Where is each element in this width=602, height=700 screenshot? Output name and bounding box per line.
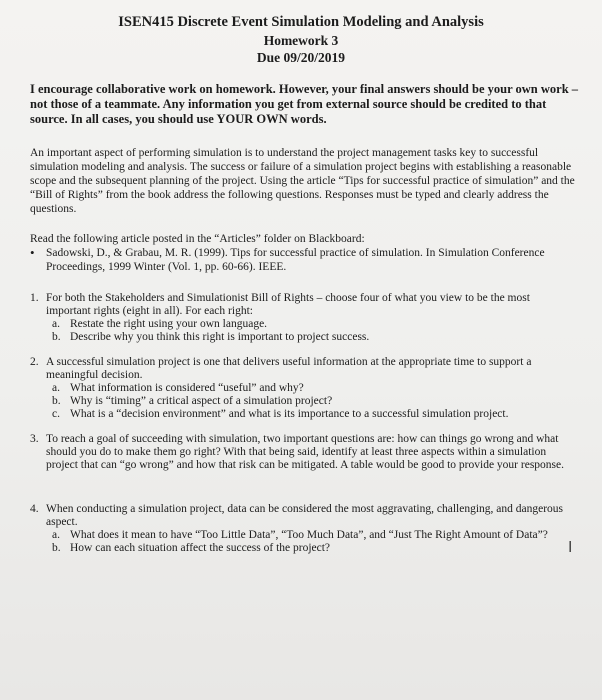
sub-question [46, 331, 576, 344]
course-title: ISEN415 Discrete Event Simulation Modeling and Analysis [118, 14, 484, 30]
sub-text: How can each situation affect the success of the project? [70, 542, 331, 554]
question-number: 3. [30, 433, 39, 445]
sub-text: What is a “decision environment” and what is its importance to a successful simulation project. [70, 408, 509, 420]
sub-text: Restate the right using your own language. [70, 318, 268, 330]
text-cursor-icon: I [568, 538, 573, 556]
citation-text: Sadowski, D., & Grabau, M. R. (1999). Tips for successful practice of simulation. In Simulation Conference Proceedings, 1999 Winter (Vol. 1, pp. 60-66). IEEE. [46, 247, 545, 273]
homework-title: Homework 3 [263, 33, 339, 48]
question-text: A successful simulation project is one that delivers useful information at the appropriate time to support a meaningful decision. [46, 356, 532, 381]
sub-text: Why is “timing” a critical aspect of a simulation project? [70, 395, 333, 407]
question-text: When conducting a simulation project, data can be considered the most aggravating, challenging, and dangerous aspect. [46, 503, 564, 528]
sub-letter: a. [52, 318, 60, 330]
sub-question [46, 395, 576, 408]
question-text: For both the Stakeholders and Simulationist Bill of Rights – choose four of what you view to be the most important rights (eight in all). For each right: [46, 292, 530, 317]
sub-letter: b. [52, 542, 61, 554]
sub-text: Describe why you think this right is important to project success. [70, 331, 370, 343]
sub-text: What information is considered “useful” and why? [70, 382, 304, 394]
reading-instruction: Read the following article posted in the “Articles” folder on Blackboard: [30, 233, 365, 245]
sub-letter: a. [52, 529, 60, 541]
collaboration-policy: I encourage collaborative work on homework. However, your final answers should be your own work – not those of a teammate. Any information you get from external source should be credited to that source. In all cases, you should use YOUR OWN words. [30, 82, 579, 126]
sub-letter: a. [52, 382, 60, 394]
sub-question [46, 408, 576, 421]
question-number: 2. [30, 356, 39, 368]
sub-text: What does it mean to have “Too Little Data”, “Too Much Data”, and “Just The Right Amount of Data”? [70, 529, 548, 541]
due-date: Due 09/20/2019 [256, 50, 346, 65]
question-number: 4. [30, 503, 39, 515]
sub-question [46, 542, 576, 555]
bullet-marker: • [30, 245, 35, 260]
question-number: 1. [30, 292, 39, 304]
sub-letter: b. [52, 331, 61, 343]
sub-question [46, 318, 576, 331]
sub-letter: c. [52, 408, 60, 420]
assignment-description: An important aspect of performing simulation is to understand the project management tasks key to successful simulation modeling and analysis. The success or failure of a simulation project begins with establishing a reasonable scope and the subsequent planning of the project. Using the article “Tips for successful practice of simulation” and the “Bill of Rights” from the book address the following questions. Responses must be typed and clearly address the questions. [30, 147, 575, 215]
sub-letter: b. [52, 395, 61, 407]
sub-question [46, 529, 576, 542]
sub-question [46, 382, 576, 395]
question-text: To reach a goal of succeeding with simulation, two important questions are: how can things go wrong and what should you do to make them go right? With that being said, identify at least three aspects within a simulation project that can “go wrong” and how that risk can be mitigated. A table would be good to provide your response. [46, 433, 565, 471]
